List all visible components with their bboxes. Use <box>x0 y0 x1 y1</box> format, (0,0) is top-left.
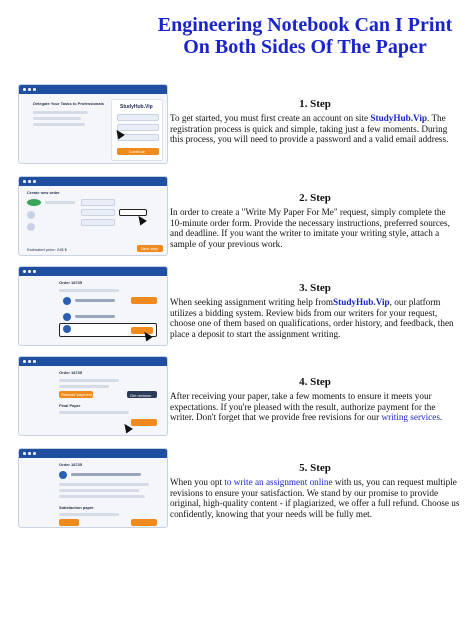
release-payment-button[interactable]: Release payment <box>61 392 93 397</box>
step-4-screenshot <box>18 356 168 436</box>
step-3-text <box>170 282 460 339</box>
step-3-screenshot <box>18 266 168 346</box>
step-5-text <box>170 462 460 519</box>
step-1-text <box>170 98 460 145</box>
step-2-text <box>170 192 460 249</box>
window-bar <box>19 85 167 94</box>
step-description: When you opt to write an assignment online with us, you can request multiple revisions to ensure your satisfaction. We stand by our promise to provide original, high-quality content - if plagiarized, we offer a full refund. Choose us confidently, knowing that your needs will be fully met. <box>170 477 460 519</box>
step-5-screenshot <box>18 448 168 528</box>
window-bar <box>19 357 167 366</box>
step-description: To get started, you must first create an account on site StudyHub.Vip. The registration process is quick and simple, taking just a few moments. During this process, you will need to provide a password and a valid email address. <box>170 113 449 145</box>
shot-header: Delegate Your Tasks to Professionals <box>33 101 104 106</box>
step-description: When seeking assignment writing help fromStudyHub.Vip, our platform utilizes a bidding system. Review bids from our writers for your request, choose one of them based on qualifications, order history, and feedback, then place a deposit to start the assignment writing. <box>170 297 454 339</box>
studyhub-link[interactable]: StudyHub.Vip <box>333 297 390 307</box>
step-1-screenshot <box>18 84 168 164</box>
window-bar <box>19 177 167 186</box>
step-heading: 3. Step <box>299 282 331 294</box>
step-2-screenshot <box>18 176 168 256</box>
satisfaction-label: Satisfaction paper <box>59 505 94 510</box>
window-bar <box>19 449 167 458</box>
step-description: After receiving your paper, take a few moments to ensure it meets your expectations. If you're pleased with the result, authorize payment for the writer. Don't forget that we provide free revisions for our writing services. <box>170 391 443 423</box>
step-4-text <box>170 376 460 423</box>
shot-header: Order 18735 <box>59 280 83 285</box>
studyhub-link[interactable]: StudyHub.Vip <box>370 113 428 123</box>
final-paper-label: Final Paper <box>59 403 81 408</box>
brand-logo: StudyHub.Vip <box>120 104 153 110</box>
step-heading: 4. Step <box>299 376 331 388</box>
window-bar <box>19 267 167 276</box>
shot-header: Order 18735 <box>59 462 83 467</box>
step-description: In order to create a "Write My Paper For Me" request, simply complete the 10-minute order form. Provide the necessary instructions, preferred sources, and deadline. If you want the writer to imitate your writing style, attach a sample of your previous work. <box>170 207 450 249</box>
writing-services-link[interactable]: writing services <box>381 412 440 423</box>
write-assignment-link[interactable]: to write an assignment online <box>224 477 333 487</box>
shot-header: Order 18735 <box>59 370 83 375</box>
step-heading: 2. Step <box>299 192 331 204</box>
estimated-price: Estimated price: 24$ $ <box>27 247 67 252</box>
shot-header: Create new order <box>27 190 60 195</box>
next-step-button[interactable]: Next step <box>137 245 163 252</box>
get-revision-button[interactable]: Get revision <box>127 391 157 398</box>
page-title: Engineering Notebook Can I Print On Both Sides Of The Paper <box>157 14 453 58</box>
step-heading: 5. Step <box>299 462 331 474</box>
step-heading: 1. Step <box>299 98 331 110</box>
continue-button[interactable]: Continue <box>117 148 159 155</box>
